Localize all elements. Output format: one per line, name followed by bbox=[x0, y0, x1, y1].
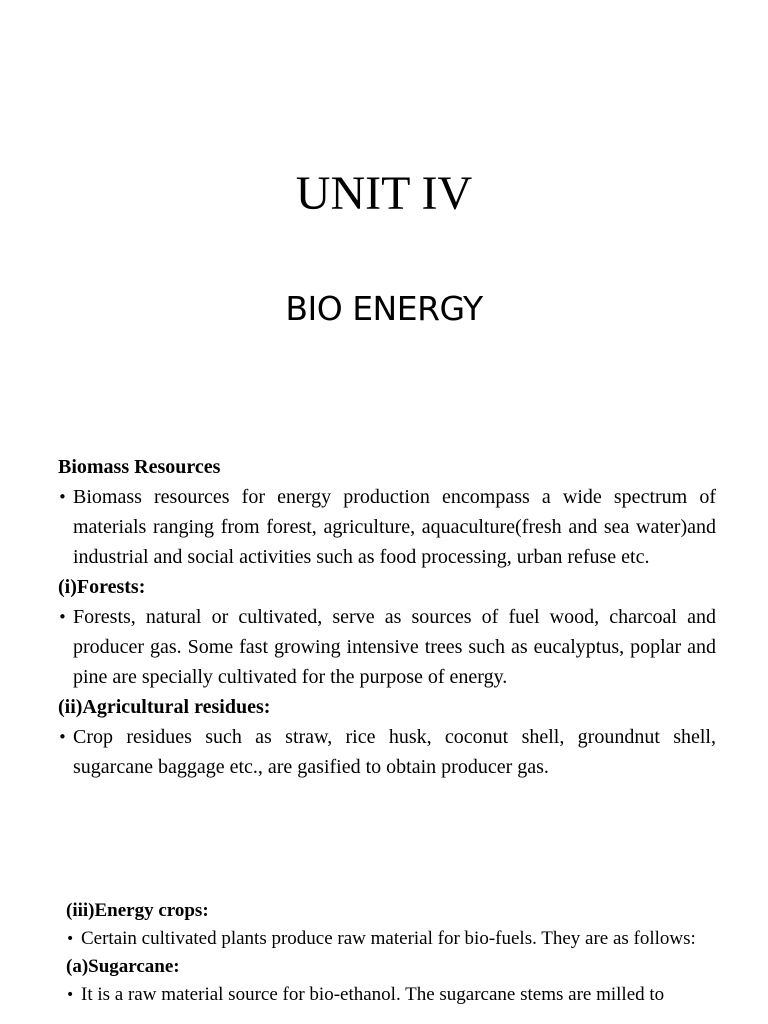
subject-title: BIO ENERGY bbox=[285, 289, 483, 328]
energy-crops-section bbox=[66, 897, 722, 1009]
energy-crops-bullet: • Certain cultivated plants produce raw material for bio-fuels. They are as follows: bbox=[66, 925, 722, 953]
agricultural-residues-heading: (ii)Agricultural residues: bbox=[58, 696, 271, 718]
forests-bullet: • Forests, natural or cultivated, serve as sources of fuel wood, charcoal and producer gas. Some fast growing intensive trees such as eucalyptus, poplar and pine are specially cultivated for the purpose of energy. bbox=[58, 602, 716, 692]
forests-heading: (i)Forests: bbox=[58, 576, 146, 598]
sugarcane-bullet: • It is a raw material source for bio-ethanol. The sugarcane stems are milled to bbox=[66, 981, 722, 1009]
energy-crops-heading: (iii)Energy crops: bbox=[66, 900, 209, 921]
biomass-resources-heading: Biomass Resources bbox=[58, 456, 221, 478]
biomass-resources-bullet: • Biomass resources for energy production encompass a wide spectrum of materials ranging from forest, agriculture, aquaculture(fresh and sea water)and industrial and social activities such as food processing, urban refuse etc. bbox=[58, 482, 716, 572]
biomass-resources-section bbox=[58, 452, 716, 782]
agricultural-residues-bullet: • Crop residues such as straw, rice husk, coconut shell, groundnut shell, sugarcane baggage etc., are gasified to obtain producer gas. bbox=[58, 722, 716, 782]
unit-title: UNIT IV bbox=[295, 167, 473, 220]
sugarcane-heading: (a)Sugarcane: bbox=[66, 956, 180, 977]
